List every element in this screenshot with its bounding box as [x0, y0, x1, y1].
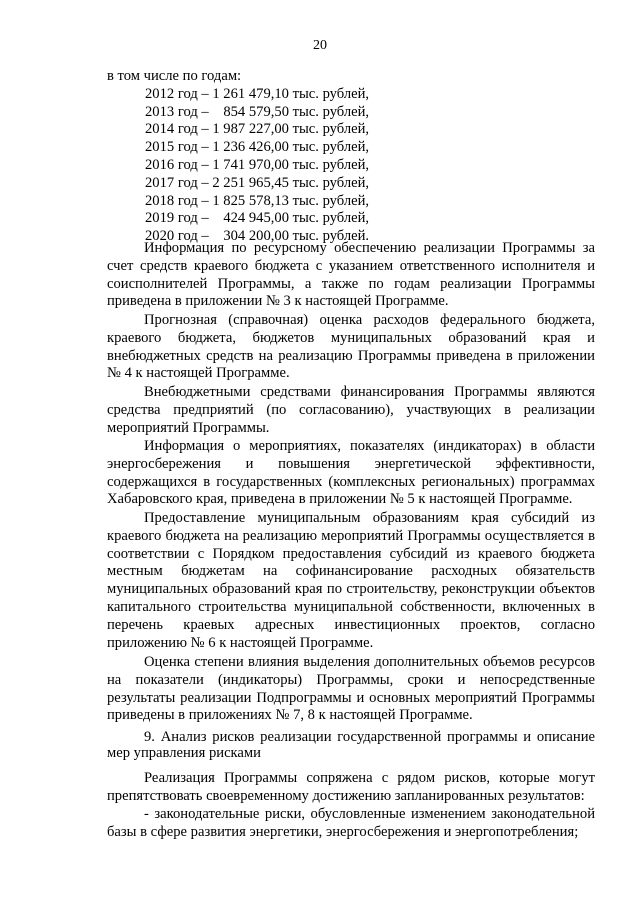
- year-line: 2019 год – 424 945,00 тыс. рублей,: [145, 210, 370, 227]
- paragraph-forecast: Прогнозная (справочная) оценка расходов федерального бюджета, краевого бюджета, бюджетов муниципальных образований края и внебюджетных средств на реализацию Программы приведена в приложении № 4 к настоящей Программе.: [107, 312, 595, 382]
- year-line: 2014 год – 1 987 227,00 тыс. рублей,: [145, 121, 370, 138]
- years-intro: в том числе по годам:: [107, 68, 242, 84]
- year-line: 2012 год – 1 261 479,10 тыс. рублей,: [145, 85, 370, 102]
- paragraph-indicators: Информация о мероприятиях, показателях (индикаторах) в области энергосбережения и повышения энергетической эффективности, содержащихся в государственных (комплексных региональных) программах Хабаровского края, приведена в приложении № 5 к настоящей Программе.: [107, 438, 595, 508]
- year-line: 2017 год – 2 251 965,45 тыс. рублей,: [145, 174, 370, 191]
- paragraph-extrabudgetary: Внебюджетными средствами финансирования Программы являются средства предприятий (по согласованию), участвующих в реализации мероприятий Программы.: [107, 384, 595, 436]
- paragraph-legislative-risks: - законодательные риски, обусловленные изменением законодательной базы в сфере развития энергетики, энергосбережения и энергопотребления;: [107, 806, 595, 840]
- year-line: 2020 год – 304 200,00 тыс. рублей.: [145, 228, 370, 245]
- year-line: 2015 год – 1 236 426,00 тыс. рублей,: [145, 139, 370, 156]
- years-block: [107, 68, 595, 246]
- page-number: 20: [313, 38, 327, 53]
- year-line: 2013 год – 854 579,50 тыс. рублей,: [145, 103, 370, 120]
- paragraph-risks: Реализация Программы сопряжена с рядом рисков, которые могут препятствовать своевременному достижению запланированных результатов:: [107, 770, 595, 804]
- year-line: 2018 год – 1 825 578,13 тыс. рублей,: [145, 192, 370, 209]
- section-heading: 9. Анализ рисков реализации государственной программы и описание мер управления рисками: [107, 729, 595, 761]
- paragraph-resource-info: Информация по ресурсному обеспечению реализации Программы за счет средств краевого бюджета с указанием ответственного исполнителя и соисполнителей Программы, а также по годам реализации Программы приведена в приложении № 3 к настоящей Программе.: [107, 240, 595, 310]
- year-line: 2016 год – 1 741 970,00 тыс. рублей,: [145, 156, 370, 173]
- paragraph-assessment: Оценка степени влияния выделения дополнительных объемов ресурсов на показатели (индикаторы) Программы, сроки и непосредственные результаты реализации Подпрограммы и основных мероприятий Программы приведены в приложениях № 7, 8 к настоящей Программе.: [107, 654, 595, 724]
- paragraph-subsidies: Предоставление муниципальным образованиям края субсидий из краевого бюджета на реализацию мероприятий Программы осуществляется в соответствии с Порядком предоставления субсидий из краевого бюджета местным бюджетам на софинансирование расходных обязательств муниципальных образований края по строительству, реконструкции объектов капитального строительства муниципальной собственности, включенных в перечень краевых адресных инвестиционных проектов, согласно приложению № 6 к настоящей Программе.: [107, 510, 595, 651]
